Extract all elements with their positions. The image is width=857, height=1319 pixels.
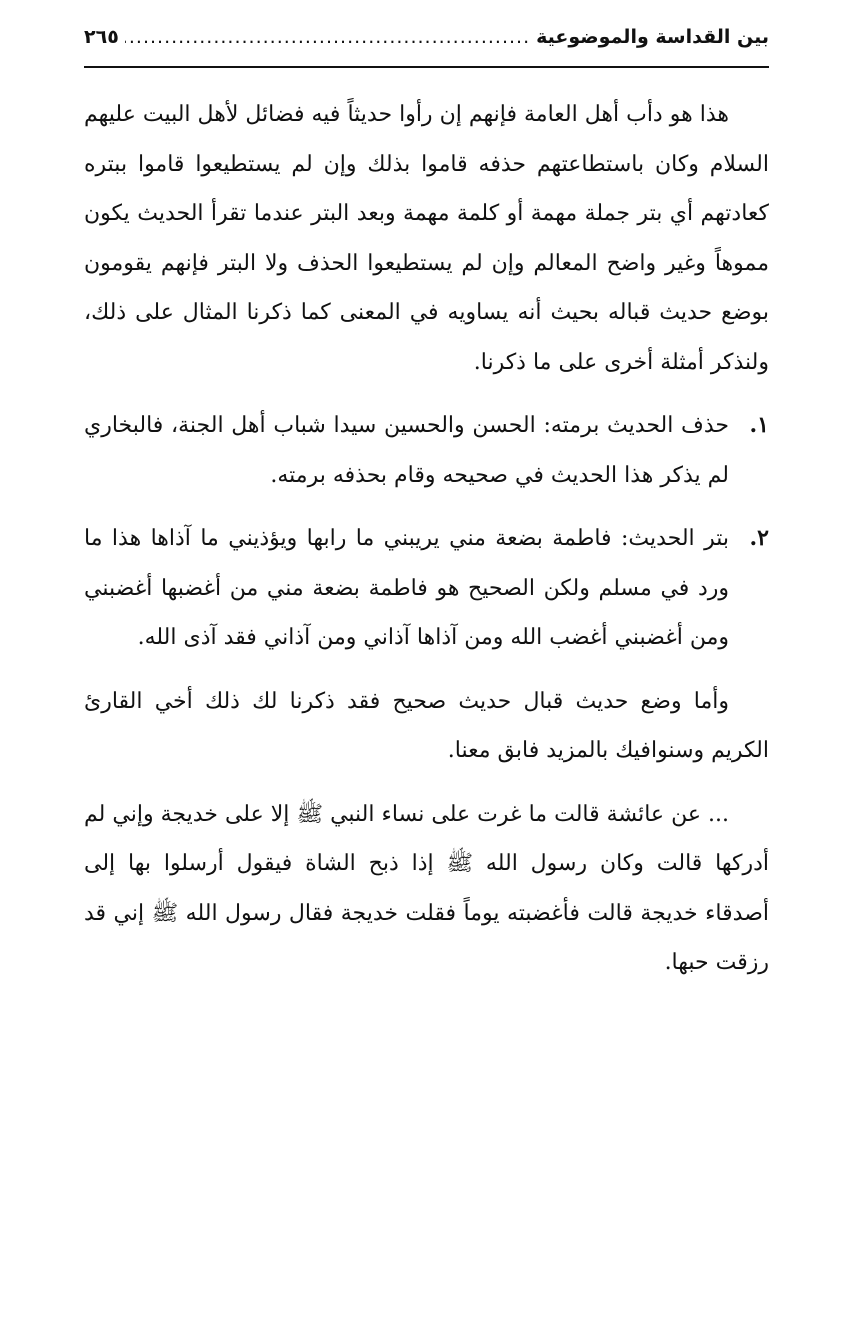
page-body <box>84 90 769 988</box>
hadith-paragraph: ... عن عائشة قالت ما غرت على نساء النبي ﷺ إلا على خديجة وإني لم أدركها قالت وكان رسول الله ﷺ إذا ذبح الشاة فيقول أرسلوا بها إلى أصدقاء خديجة قالت فأغضبته يوماً فقلت خديجة فقال رسول الله ﷺ إني قد رزقت حبها. <box>84 801 769 975</box>
list-item <box>84 401 769 500</box>
list-item <box>84 514 769 663</box>
running-title: بين القداسة والموضوعية <box>536 26 769 48</box>
leader-dots <box>125 26 530 48</box>
transition-paragraph: وأما وضع حديث قبال حديث صحيح فقد ذكرنا لك ذلك أخي القارئ الكريم وسنوافيك بالمزيد فابق معنا. <box>84 688 769 763</box>
list-item-text: بتر الحديث: فاطمة بضعة مني يريبني ما رابها ويؤذيني ما آذاها هذا ما ورد في مسلم ولكن الصحيح هو فاطمة بضعة مني من أغضبها أغضبني ومن أغضبني أغضب الله ومن آذاها آذاني ومن آذاني فقد آذى الله. <box>84 526 729 650</box>
book-page <box>84 26 769 988</box>
page-number: ٢٦٥ <box>84 26 119 48</box>
list-item-text: حذف الحديث برمته: الحسن والحسين سيدا شباب أهل الجنة، فالبخاري لم يذكر هذا الحديث في صحيحه وقام بحذفه برمته. <box>84 413 729 488</box>
intro-paragraph: هذا هو دأب أهل العامة فإنهم إن رأوا حديثاً فيه فضائل لأهل البيت عليهم السلام وكان باستطاعتهم حذفه قاموا بذلك وإن لم يستطيعوا قاموا ببتره كعادتهم أي بتر جملة مهمة أو كلمة مهمة وبعد البتر عندما تقرأ الحديث يكون مموهاً وغير واضح المعالم وإن لم يستطيعوا الحذف ولا البتر فإنهم يقومون بوضع حديث قباله بحيث أنه يساويه في المعنى كما ذكرنا المثال على ذلك، ولنذكر أمثلة أخرى على ما ذكرنا. <box>84 102 769 375</box>
running-header <box>84 26 769 68</box>
numbered-list <box>84 401 769 663</box>
list-item-number: ٢. <box>749 525 769 551</box>
list-item-number: ١. <box>749 412 769 438</box>
